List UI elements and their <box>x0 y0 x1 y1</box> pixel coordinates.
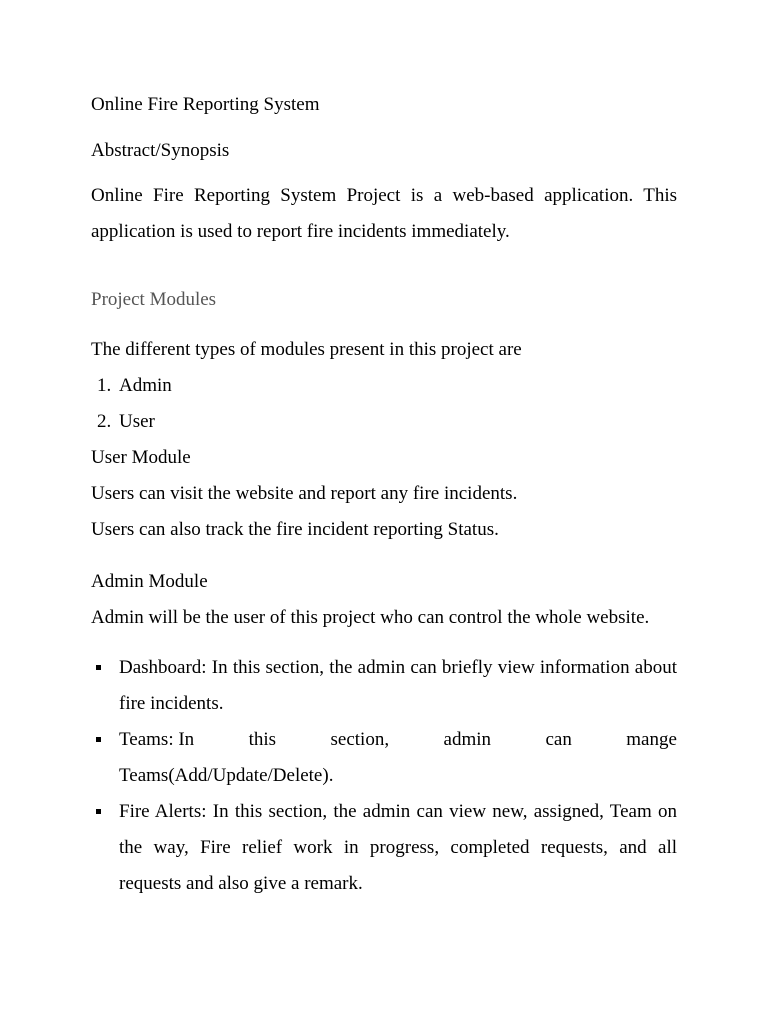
user-module-line: Users can also track the fire incident reporting Status. <box>91 519 499 540</box>
feature-term: Dashboard: <box>119 657 207 678</box>
feature-first-line <box>119 722 677 758</box>
list-item-number: 2. <box>97 411 112 432</box>
list-item-label: User <box>119 411 155 432</box>
feature-word: In <box>178 729 195 750</box>
feature-term: Fire Alerts: <box>119 801 207 822</box>
bullet-icon <box>91 722 119 758</box>
list-item <box>91 368 677 404</box>
admin-module-text: Admin will be the user of this project who can control the whole website. <box>91 607 650 628</box>
feature-word: this <box>248 729 277 750</box>
bullet-icon <box>91 650 119 686</box>
abstract-text: Online Fire Reporting System Project is a web-based application. This application is used to report fire incidents immediately. <box>91 185 677 242</box>
bullet-icon <box>91 794 119 830</box>
document-title: Online Fire Reporting System <box>91 94 320 115</box>
modules-list <box>91 368 677 440</box>
document-page <box>91 90 677 902</box>
modules-intro: The different types of modules present in this project are <box>91 339 522 360</box>
feature-word: mange <box>626 729 677 750</box>
feature-word: section, <box>330 729 390 750</box>
list-item <box>91 794 677 902</box>
feature-word: admin <box>443 729 492 750</box>
feature-word: can <box>545 729 572 750</box>
user-module-heading: User Module <box>91 447 191 468</box>
feature-text: In this section, the admin can view new, assigned, Team on the way, Fire relief work in progress, completed requests, and all requests and also give a remark. <box>119 801 677 894</box>
feature-term: Teams: <box>119 729 174 750</box>
user-module-line: Users can visit the website and report any fire incidents. <box>91 483 518 504</box>
feature-text: In this section, the admin can briefly view information about fire incidents. <box>119 657 677 714</box>
feature-continuation: Teams(Add/Update/Delete). <box>119 765 334 786</box>
list-item <box>91 722 677 794</box>
modules-heading: Project Modules <box>91 289 217 310</box>
admin-features-list <box>91 650 677 902</box>
list-item-number: 1. <box>97 375 112 396</box>
abstract-heading: Abstract/Synopsis <box>91 140 230 161</box>
admin-module-heading: Admin Module <box>91 571 208 592</box>
list-item <box>91 650 677 722</box>
list-item <box>91 404 677 440</box>
list-item-label: Admin <box>119 375 172 396</box>
